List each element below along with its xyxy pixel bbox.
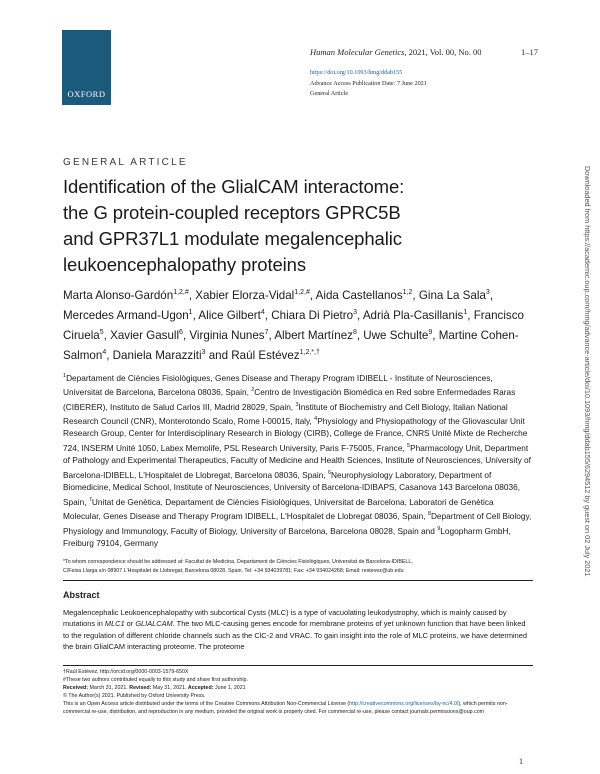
abstract-text <box>63 607 533 652</box>
author-name[interactable]: Martine Cohen-Salmon <box>63 328 519 362</box>
affiliation-marker: 3 <box>295 401 299 408</box>
author-name[interactable]: Adrià Pla-Casillanis <box>362 308 464 322</box>
author-affiliation-marker: 1 <box>188 308 193 316</box>
author-name[interactable]: Alice Gilbert <box>198 308 261 322</box>
dates-line <box>63 684 533 692</box>
revised-date: May 31, 2021. <box>151 685 187 692</box>
title-line: leukoencephalopathy proteins <box>63 254 307 275</box>
author-affiliation-marker: 8 <box>352 328 357 336</box>
affiliation-marker: 9 <box>437 525 441 532</box>
revised-label: Revised: <box>129 685 152 692</box>
author-name[interactable]: Chiara Di Pietro <box>271 308 354 322</box>
affiliation-text: Unitat de Genètica, Departament de Ciències Fisiològiques, Universitat de Barcelona, Laboratori de Genètica Molecular, Genes Disease and Therapy Program IDIBELL, L'Hospitalet de Llobregat 08036, Spain, <box>63 496 494 522</box>
affiliation-marker: 5 <box>407 443 411 450</box>
author-affiliation-marker: 4 <box>260 308 265 316</box>
affiliation-marker: 4 <box>314 416 318 423</box>
publication-date: Advance Access Publication Date: 7 June 2021 <box>310 80 427 87</box>
affiliation-text: Physiology and Physiopathology of the Gliovascular Unit Research Group, Center for Interdisciplinary Research in Biology (CIRB), College de France, CNRS Unité Mixte de Recherche 724, INSERM Unité 1050, Labex Memolife, PSL Research University, Paris F-75005, France, <box>63 415 528 453</box>
publication-info <box>310 79 550 99</box>
accepted-date: June 1, 2021 <box>213 685 246 692</box>
abstract-segment: or <box>124 619 136 629</box>
license-segment: This is an Open Access article distributed under the terms of the Creative Commons Attribution Non-Commercial License ( <box>63 701 350 708</box>
gene-name: GLIALCAM <box>135 619 173 629</box>
gene-name: MLC1 <box>104 619 125 629</box>
divider <box>63 665 533 666</box>
affiliation-text: Neurophysiology Laboratory, Department of Biomedicine, Medical School, Institute of Neurosciences, University of Barcelona-IDIBAPS, Casanova 143 Barcelona 08036, Spain, <box>63 469 521 507</box>
accepted-label: Accepted: <box>187 685 214 692</box>
oxford-logo <box>62 30 111 105</box>
affiliation-text: Centro de Investigación Biomédica en Red sobre Enfermedades Raras (CIBERER), Instituto de Salud Carlos III, Madrid 28029, Spain, <box>63 387 516 412</box>
author-affiliation-marker: 3 <box>485 289 490 296</box>
author-list: Marta Alonso-Gardón$^{1,2,\#}$, Xabier Elorza-Vidal$^{1,2,\#}$, Aida Castellanos$^{1,2}$, Gina La Sala$^3$, Mercedes Armand-Ugon$^1$, Alice Gilbert$^4$, Chiara Di Pietro$^3$, Adrià Pla-Casillanis$^1$, Francisco Ciruela$^5$, Xavier Gasull$^6$, Virginia Nunes$^7$, Albert Martínez$^8$, Uwe Schulte$^9$, Martine Cohen-Salmon$^4$, Daniela Marazziti$^3$ and Raúl Estévez$^{1,2,*,\dagger}$ <box>63 288 524 362</box>
doi-link[interactable]: https://doi.org/10.1093/hmg/ddab155 <box>310 69 403 76</box>
footnotes <box>63 668 533 717</box>
correspondence-note <box>63 558 533 576</box>
download-watermark: Downloaded from https://academic.oup.com/hmg/advance-article/doi/10.1093/hmg/ddab155/6294512 by guest on 02 July 2021 <box>583 166 592 577</box>
page-number: 1 <box>519 757 523 766</box>
author-name[interactable]: Francisco Ciruela <box>63 308 524 342</box>
author-name[interactable]: Marta Alonso-Gardón <box>63 288 174 302</box>
affiliation-text: Department of Cell Biology, Physiology and Immunology, Faculty of Biology, University of Barcelona, Barcelona 08028, Spain and <box>63 511 532 536</box>
license-segment: ), which permits non-commercial re-use, distribution, and reproduction in any medium, provided the original work is properly cited. For commercial re-use, please contact journals.permissions@oup.com <box>63 701 508 716</box>
author-name[interactable]: Mercedes Armand-Ugon <box>63 308 189 322</box>
affiliation-marker: 7 <box>88 496 92 503</box>
journal-name: Human Molecular Genetics <box>310 47 405 57</box>
correspondence-line: C/Feixa Llarga s/n 08907 L'Hospitalet de Llobregat, Barcelona 08028, Spain. Tel: +34 934039781; Fax: +34 934024268; Email: restevez@ub.edu <box>63 568 404 574</box>
affiliation-marker: 2 <box>251 387 255 394</box>
affiliation-marker: 6 <box>327 469 332 476</box>
author-affiliation-marker: 1,2 <box>402 289 413 296</box>
article-type: General Article <box>310 90 348 97</box>
author-name[interactable]: Raúl Estévez <box>231 348 300 362</box>
author-affiliation-marker: 3 <box>201 348 206 356</box>
journal-citation <box>310 47 482 57</box>
author-affiliation-marker: 1 <box>463 308 468 316</box>
license-link[interactable]: http://creativecommons.org/licenses/by-nc/4.0/ <box>349 701 459 708</box>
author-affiliation-marker: 4 <box>102 348 107 356</box>
section-label: GENERAL ARTICLE <box>63 157 188 168</box>
abstract-segment: . The two MLC-causing genes encode for membrane proteins of yet unknown function that have been linked to the regulation of different chloride channels such as the ClC-2 and VRAC. To gain insight into the role of MLC proteins, we have determined the brain GlialCAM interacting proteome. The proteome <box>63 619 527 651</box>
affiliation-text: Logopharm GmbH, Freiburg 79104, Germany <box>63 525 511 549</box>
divider <box>63 580 533 581</box>
author-name[interactable]: Albert Martínez <box>274 328 353 342</box>
article-title <box>63 174 493 278</box>
logo-text: OXFORD <box>67 89 106 99</box>
affiliations <box>63 370 533 550</box>
copyright-line: © The Author(s) 2021. Published by Oxford University Press. <box>63 693 206 700</box>
author-name[interactable]: Daniela Marazziti <box>112 348 202 362</box>
received-label: Received: <box>63 685 89 692</box>
title-line: and GPR37L1 modulate megalencephalic <box>63 228 402 249</box>
author-affiliation-marker: 3 <box>353 308 357 316</box>
license-text <box>63 700 533 716</box>
correspondence-line: *To whom correspondence should be addressed at: Facultat de Medicina, Departament de Ciències Fisiològiques, Universitat de Barcelona-IDIBELL, <box>63 559 413 565</box>
abstract-segment: Megalencephalic Leukoencephalopathy with subcortical Cysts (MLC) is a type of vacuolating leukodystrophy, which is mainly caused by mutations in <box>63 608 507 629</box>
author-name[interactable]: Uwe Schulte <box>363 328 429 342</box>
author-affiliation-marker: 1,2,*,† <box>299 348 320 356</box>
author-name[interactable]: Xavier Gasull <box>110 328 180 342</box>
title-line: the G protein-coupled receptors GPRC5B <box>63 202 401 223</box>
page-range: 1–17 <box>521 47 538 57</box>
title-line: Identification of the GlialCAM interactome: <box>63 176 405 197</box>
author-affiliation-marker: 9 <box>428 328 433 336</box>
journal-volume: , 2021, Vol. 00, No. 00 <box>404 47 482 57</box>
equal-contribution-note: #These two authors contributed equally to this study and share first authorship. <box>63 677 248 684</box>
author-affiliation-marker: 1,2,# <box>173 289 189 296</box>
affiliation-text: Departament de Ciències Fisiològiques, Genes Disease and Therapy Program IDIBELL - Institute of Neurosciences, Universitat de Barcelona, Barcelona 08036, Spain, <box>63 372 493 398</box>
received-date: March 31, 2021. <box>88 685 128 692</box>
author-affiliation-marker: 1,2,# <box>294 289 310 296</box>
author-affiliation-marker: 7 <box>264 328 269 336</box>
orcid-note: †Raúl Estévez, http://orcid.org/0000-0003-1579-650X <box>63 669 189 675</box>
abstract-heading: Abstract <box>63 590 100 600</box>
author-name[interactable]: Aida Castellanos <box>315 288 403 302</box>
affiliation-text: Pharmacology Unit, Department of Pathology and Experimental Therapeutics, Faculty of Medicine and Health Sciences, Institute of Neurosciences, University of Barcelona-IDIBELL, L'Hospitalet de Llobregat, Barcelona 08036, Spain, <box>63 442 531 480</box>
author-name[interactable]: Gina La Sala <box>418 288 486 302</box>
affiliation-marker: 1 <box>63 373 67 379</box>
author-name[interactable]: Virginia Nunes <box>189 328 265 342</box>
affiliation-text: Institute of Biochemistry and Cell Biology, Italian National Research Council (CNR), Monterotondo Scalo, Rome I-00015, Italy, <box>63 401 508 426</box>
author-name[interactable]: Xabier Elorza-Vidal <box>195 288 295 302</box>
affiliation-marker: 8 <box>427 511 431 518</box>
author-affiliation-marker: 6 <box>179 328 183 336</box>
author-affiliation-marker: 5 <box>99 328 104 336</box>
